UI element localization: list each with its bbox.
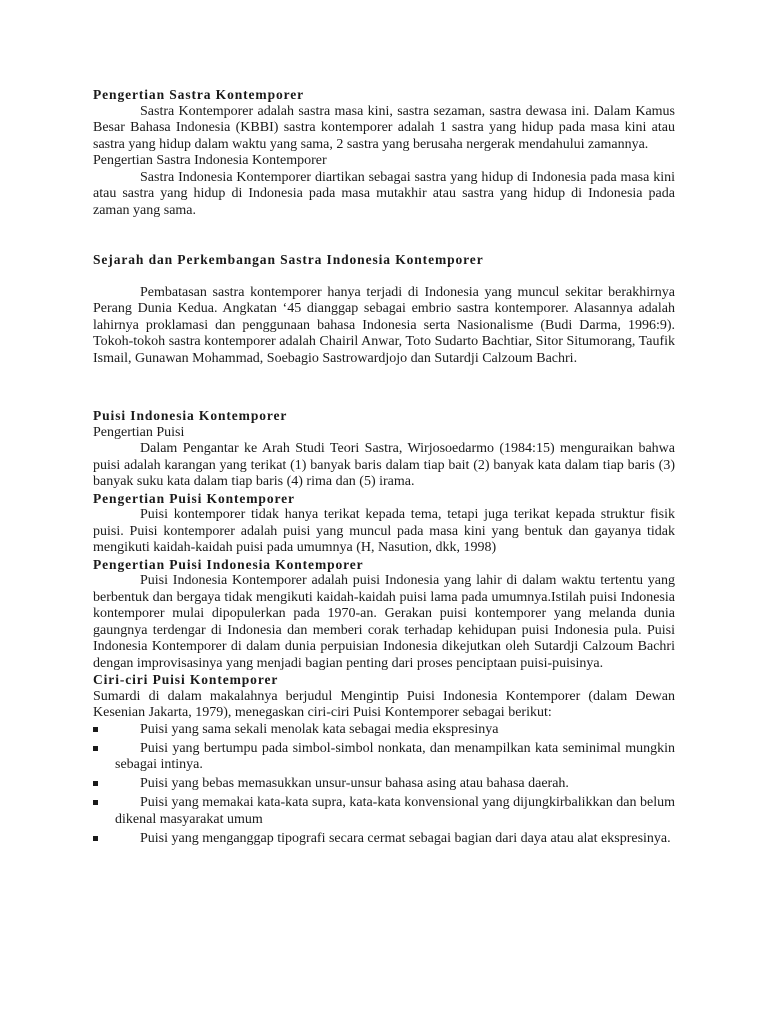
paragraph-sastra-kontemporer: Sastra Kontemporer adalah sastra masa kini, sastra sezaman, sastra dewasa ini. Dalam Kamus Besar Bahasa Indonesia (KBBI) sastra kontemporer adalah 1 sastra yang hidup pada masa kini atau sastra yang hidup dalam waktu yang sama, 2 sastra yang berusaha nergerak mendahului zamannya. [93,103,675,152]
heading-sejarah-perkembangan: Sejarah dan Perkembangan Sastra Indonesia Kontemporer [93,252,484,267]
paragraph-puisi-indonesia-kontemporer: Puisi Indonesia Kontemporer adalah puisi Indonesia yang lahir di dalam waktu tertentu yang berbentuk dan bergaya tidak mengikuti kaidah-kaidah puisi lama pada umumnya.Istilah puisi Indonesia kontemporer mulai dipopulerkan pada 1970-an. Gerakan puisi kontemporer yang melanda dunia gaungnya terdengar di Indonesia dan memberi corak terhadap kehidupan puisi Indonesia pula. Puisi Indonesia Kontemporer di dalam dunia perpuisian Indonesia dikejutkan oleh Sutardji Calzoum Bachri dengan improvisasinya yang menjadi bagian penting dari proses penciptaan puisi-puisinya. [93,573,675,671]
square-bullet-icon [93,836,98,841]
paragraph-sastra-indonesia-kontemporer: Sastra Indonesia Kontemporer diartikan sebagai sastra yang hidup di Indonesia pada masa kini atau sastra yang hidup di Indonesia pada masa mutakhir atau sastra yang hidup di Indonesia pada zaman yang sama. [93,169,675,218]
square-bullet-icon [93,800,98,805]
list-item: Puisi yang memakai kata-kata supra, kata-kata konvensional yang dijungkirbalikkan dan belum dikenal masyarakat umum [93,795,675,828]
paragraph-pengertian-puisi: Dalam Pengantar ke Arah Studi Teori Sastra, Wirjosoedarmo (1984:15) menguraikan bahwa puisi adalah karangan yang terikat (1) banyak baris dalam tiap bait (2) banyak kata dalam tiap baris (3) banyak suku kata dalam tiap baris (4) rima dan (5) irama. [93,441,675,489]
heading-pengertian-puisi-indonesia-kontemporer: Pengertian Puisi Indonesia Kontemporer [93,556,364,572]
square-bullet-icon [93,727,98,732]
heading-pengertian-sastra-kontemporer: Pengertian Sastra Kontemporer [93,87,305,102]
list-item: Puisi yang bertumpu pada simbol-simbol nonkata, dan menampilkan kata seminimal mungkin sebagai intinya. [93,741,675,774]
list-item: Puisi yang sama sekali menolak kata sebagai media ekspresinya [93,722,675,739]
paragraph-puisi-kontemporer: Puisi kontemporer tidak hanya terikat kepada tema, tetapi juga terikat kepada struktur fisik puisi. Puisi kontemporer adalah puisi yang muncul pada masa kini yang bentuk dan gayanya tidak mengikuti kaidah-kaidah puisi pada umumnya (H, Nasution, dkk, 1998) [93,507,675,555]
list-item: Puisi yang menganggap tipografi secara cermat sebagai bagian dari daya atau alat ekspresinya. [93,831,675,848]
square-bullet-icon [93,781,98,786]
list-item: Puisi yang bebas memasukkan unsur-unsur bahasa asing atau bahasa daerah. [93,776,675,793]
heading-ciri-ciri-puisi-kontemporer: Ciri-ciri Puisi Kontemporer [93,672,279,687]
subheading-sastra-indonesia-kontemporer: Pengertian Sastra Indonesia Kontemporer [93,153,327,168]
paragraph-ciri-ciri-intro: Sumardi di dalam makalahnya berjudul Mengintip Puisi Indonesia Kontemporer (dalam Dewan Kesenian Jakarta, 1979), menegaskan ciri-ciri Puisi Kontemporer sebagai berikut: [93,688,675,720]
subheading-pengertian-puisi: Pengertian Puisi [93,424,185,440]
heading-puisi-indonesia-kontemporer: Puisi Indonesia Kontemporer [93,408,288,423]
square-bullet-icon [93,746,98,751]
paragraph-sejarah: Pembatasan sastra kontemporer hanya terjadi di Indonesia yang muncul sekitar berakhirnya Perang Dunia Kedua. Angkatan ‘45 dianggap sebagai embrio sastra kontemporer. Alasannya adalah lahirnya proklamasi dan penggunaan bahasa Indonesia serta Nasionalisme (Budi Darma, 1996:9). Tokoh-tokoh sastra kontemporer adalah Chairil Anwar, Toto Sudarto Bachtiar, Sitor Situmorang, Taufik Ismail, Gunawan Mohammad, Soebagio Sastrowardjojo dan Sutardji Calzoum Bachri. [93,284,675,366]
ciri-ciri-list [93,722,675,848]
heading-pengertian-puisi-kontemporer: Pengertian Puisi Kontemporer [93,490,295,506]
